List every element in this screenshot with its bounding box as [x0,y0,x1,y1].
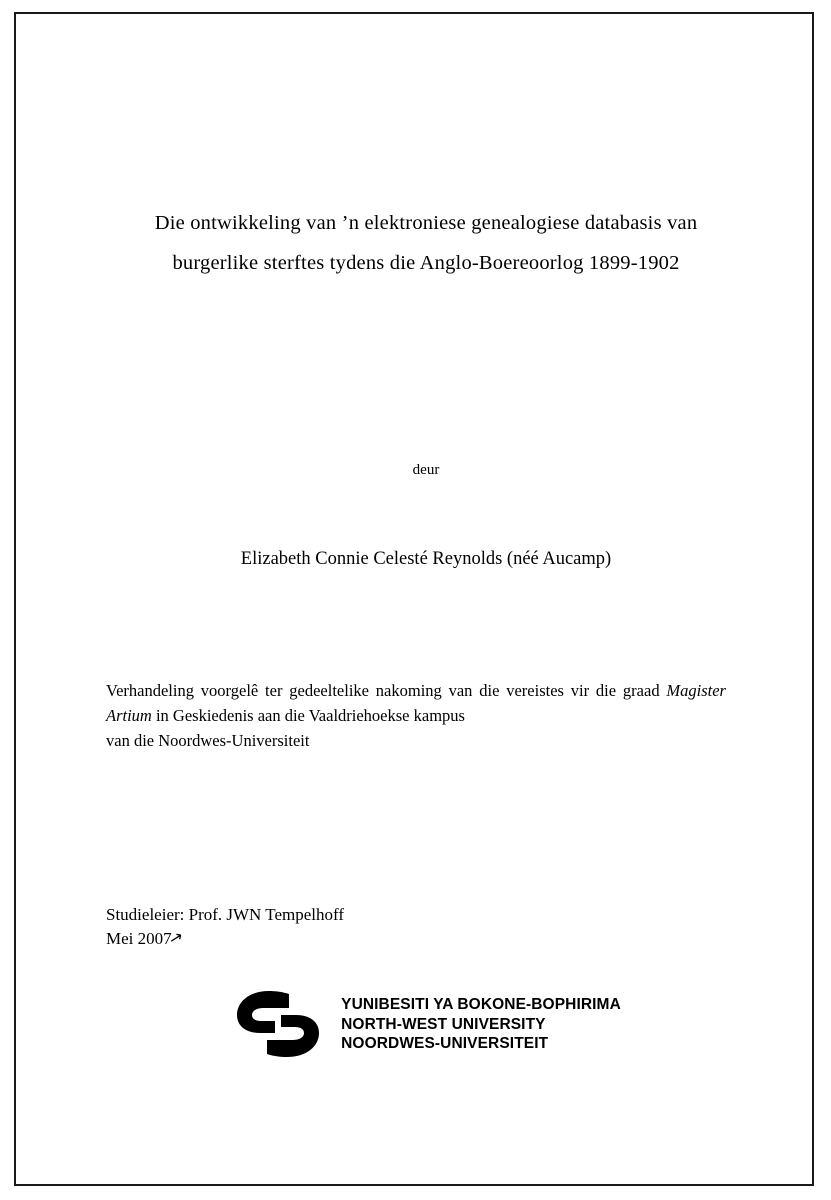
submission-line-2-suffix: in Geskiedenis aan die Vaaldriehoekse kampus [151,706,465,726]
author-name: Elizabeth Connie Celesté Reynolds (néé Aucamp) [240,548,612,569]
page-content [106,204,746,1063]
title-line-2: burgerlike sterftes tydens die Anglo-Boereoorlog 1899-1902 [172,251,680,274]
submission-line-1: Verhandeling voorgelê ter gedeeltelike nakoming van die vereistes vir die [106,680,617,700]
supervisor-block [106,903,746,951]
title-line-1: Die ontwikkeling van ’n elektroniese genealogiese databasis van [154,212,698,234]
university-logo-text [341,995,621,1054]
submission-line-2-prefix: graad [622,680,667,700]
submission-statement [106,678,726,753]
degree-name: Magister Artium [106,680,726,726]
handwritten-mark-icon: ↗ [167,929,185,949]
submission-line-3: van die Noordwes-Universiteit [106,731,310,751]
logo-text-line-3: NOORDWES-UNIVERSITEIT [341,1035,549,1053]
north-west-university-logo-icon [231,985,331,1063]
date-line [106,927,185,951]
by-label: deur [412,461,440,478]
logo-text-line-2: NORTH-WEST UNIVERSITY [341,1015,546,1033]
supervisor-line: Studieleier: Prof. JWN Tempelhoff [106,905,345,925]
page-title [106,204,746,284]
logo-text-line-1: YUNIBESITI YA BOKONE-BOPHIRIMA [341,995,621,1013]
date-text: Mei 2007 [106,929,172,949]
university-logo [106,985,746,1063]
page-border [14,12,814,1186]
